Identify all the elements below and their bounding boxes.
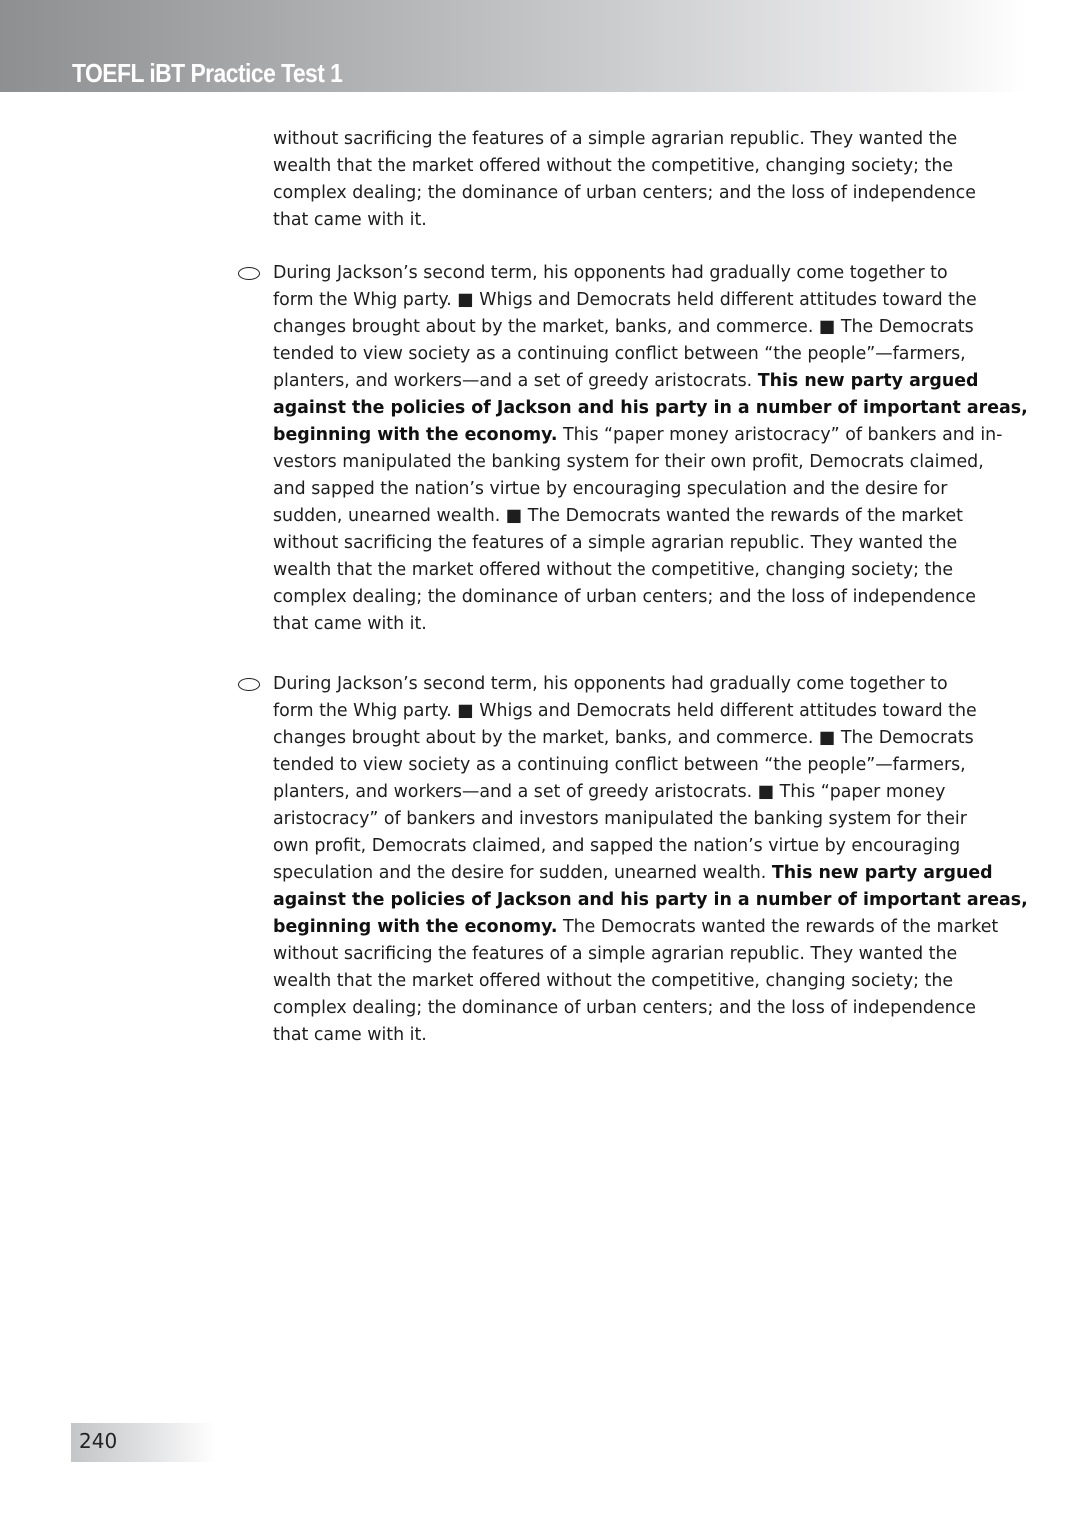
text-line: vestors manipulated the banking system for their own profit, Democrats claimed, (273, 452, 984, 472)
answer-option-1-text[interactable] (273, 260, 1033, 638)
text-line: sudden, unearned wealth. ■ The Democrats wanted the rewards of the market (273, 506, 964, 526)
inserted-sentence: against the policies of Jackson and his party in a number of important areas, (273, 398, 1028, 418)
text-line: complex dealing; the dominance of urban centers; and the loss of independence (273, 183, 976, 203)
text-line: changes brought about by the market, banks, and commerce. ■ The Democrats (273, 728, 974, 748)
text-segment: speculation and the desire for sudden, unearned wealth. (273, 863, 767, 883)
text-line: planters, and workers—and a set of greedy aristocrats. ■ This “paper money (273, 782, 946, 802)
inserted-sentence: This new party argued (757, 371, 979, 391)
text-line: tended to view society as a continuing conflict between “the people”—farmers, (273, 755, 966, 775)
text-line (273, 860, 1033, 887)
text-line: wealth that the market offered without the competitive, changing society; the (273, 156, 954, 176)
text-line: own profit, Democrats claimed, and sapped the nation’s virtue by encouraging (273, 836, 961, 856)
text-line: without sacrificing the features of a simple agrarian republic. They wanted the (273, 944, 958, 964)
answer-option-2-radio[interactable] (238, 678, 260, 691)
inserted-sentence: beginning with the economy. (273, 425, 558, 445)
text-line: complex dealing; the dominance of urban centers; and the loss of independence (273, 587, 976, 607)
text-segment: The Democrats wanted the rewards of the market (557, 917, 999, 937)
text-line: changes brought about by the market, banks, and commerce. ■ The Democrats (273, 317, 974, 337)
answer-option-2-text[interactable] (273, 671, 1033, 1049)
text-line: During Jackson’s second term, his opponents had gradually come together to (273, 263, 948, 283)
answer-option-1-radio[interactable] (238, 267, 260, 280)
text-line (273, 887, 1033, 914)
text-segment: This “paper money aristocracy” of bankers and in- (557, 425, 1003, 445)
text-segment: planters, and workers—and a set of greedy aristocrats. (273, 371, 753, 391)
text-line: wealth that the market offered without the competitive, changing society; the (273, 560, 954, 580)
text-line: form the Whig party. ■ Whigs and Democrats held different attitudes toward the (273, 701, 977, 721)
inserted-sentence: This new party argued (771, 863, 993, 883)
text-line: without sacrificing the features of a simple agrarian republic. They wanted the (273, 129, 958, 149)
text-line: and sapped the nation’s virtue by encouraging speculation and the desire for (273, 479, 948, 499)
text-line: complex dealing; the dominance of urban centers; and the loss of independence (273, 998, 976, 1018)
text-line: form the Whig party. ■ Whigs and Democrats held different attitudes toward the (273, 290, 977, 310)
text-line: During Jackson’s second term, his opponents had gradually come together to (273, 674, 948, 694)
inserted-sentence: against the policies of Jackson and his party in a number of important areas, (273, 890, 1028, 910)
text-line (273, 422, 1033, 449)
text-line: tended to view society as a continuing conflict between “the people”—farmers, (273, 344, 966, 364)
text-line (273, 395, 1033, 422)
text-line: that came with it. (273, 1025, 427, 1045)
text-line: aristocracy” of bankers and investors manipulated the banking system for their (273, 809, 967, 829)
page-number: 240 (79, 1429, 118, 1453)
text-line: that came with it. (273, 614, 427, 634)
inserted-sentence: beginning with the economy. (273, 917, 558, 937)
text-line: that came with it. (273, 210, 427, 230)
passage-continuation (273, 126, 1033, 234)
page-header-title: TOEFL iBT Practice Test 1 (72, 58, 343, 88)
text-line (273, 368, 1033, 395)
text-line: wealth that the market offered without the competitive, changing society; the (273, 971, 954, 991)
text-line: without sacrificing the features of a simple agrarian republic. They wanted the (273, 533, 958, 553)
text-line (273, 914, 1033, 941)
